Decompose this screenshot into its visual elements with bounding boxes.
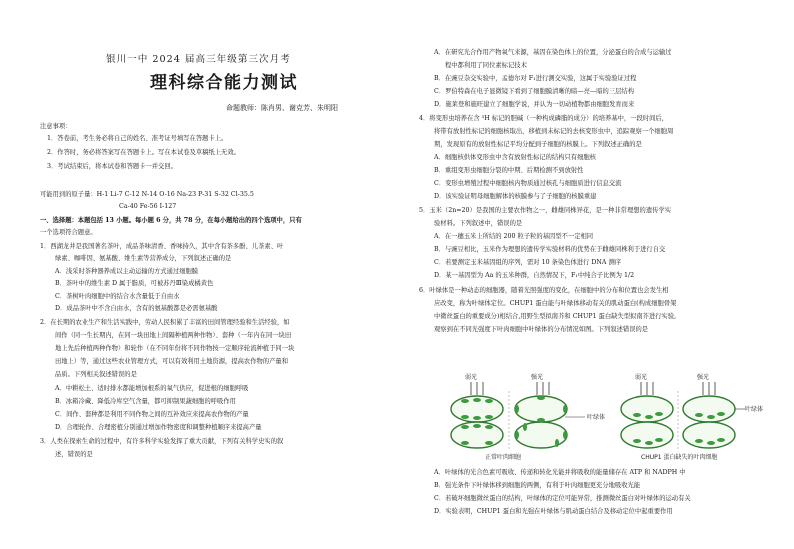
q2-option-a: A．中耕松土、适时排水都能增加根系的氧气供应，促进根的细胞呼吸 — [55, 385, 249, 392]
q2-option-c: C．间作、套种都是利用不同作物之间的互补效应来提高农作物的产量 — [55, 411, 249, 418]
q6-stem: 应改变，称为叶绿体定位。CHUP1 蛋白能与叶绿体移动有关的肌动蛋白(构成细胞骨架 — [434, 300, 677, 307]
q2-stem: 品质。下列相关叙述错误的是 — [55, 371, 137, 378]
authors-line: 命题教师：陈肖男、谢克芳、朱明阳 — [226, 104, 338, 112]
q3-option-d: D．施莱登和施旺建立了细胞学说，并认为一切动植物都由细胞发育而来 — [434, 101, 635, 108]
section-heading: 一、选择题：本题包括 13 小题。每小题 6 分，共 78 分，在每小题给出的四个选项中，只有 — [40, 217, 302, 224]
q3-option-a-cont: 程中都利用了同位素标记技术 — [445, 62, 527, 69]
q5-option-d: D．某一基因型为 Aa 的玉米种群，自然情况下，F₁中纯合子比例为 1/2 — [434, 272, 635, 279]
q6-option-b: B．强光条件下叶绿体移到细胞的两侧，有利于叶肉细胞更充分地吸收光能 — [434, 482, 641, 489]
q1-stem: 绿素、咖啡因、氨基酸、维生素等营养成分，下列叙述正确的是 — [55, 255, 232, 262]
q5-stem: 验材料。下列叙述中，错误的是 — [434, 220, 523, 227]
q4-option-a: A．细胞核供体变形虫中含有放射性标记的结构只有细胞核 — [434, 154, 596, 161]
strong-light-label-right: 强光 — [697, 374, 710, 381]
page-title: 理科综合能力测试 — [150, 73, 298, 93]
atomic-masses-cont: Ca-40 Fe-56 I-127 — [119, 203, 177, 210]
right-column — [397, 0, 794, 549]
q3-option-c: C．罗伯特森在电子显微镜下看到了细胞膜清晰的暗—亮—暗的三层结构 — [434, 88, 635, 95]
caption-deficient: CHUP1 蛋白缺失的叶肉细胞 — [641, 454, 718, 461]
school-header: 银川一中 2024 届高三年级第三次月考 — [106, 54, 291, 65]
notice-heading: 注意事项： — [40, 123, 72, 130]
section-heading-cont: 一个选项符合题意。 — [40, 229, 97, 236]
q1-option-b: B．茶叶中的维生素 D 属于脂质，可被苏丹Ⅲ染成橘黄色 — [55, 280, 214, 287]
q2-option-b: B．冰箱冷藏、降低冷库空气含量，都可抑制果蔬细胞的呼吸作用 — [55, 398, 236, 405]
q4-stem: 4．将变形虫培养在含 ³H 标记的胆碱（一种构成磷脂的成分）的培养基中，一段时间后， — [419, 115, 669, 122]
light-arrows — [471, 382, 715, 395]
q5-option-c: C．若要测定玉米基因组的序列，需对 10 条染色体进行 DNA 测序 — [434, 259, 622, 266]
atomic-masses: 可能用到的原子量：H-1 Li-7 C-12 N-14 O-16 Na-23 P-31 S-32 Cl-35.5 — [40, 191, 254, 198]
chloroplast-label-left: 叶绿体 — [587, 414, 606, 421]
notice-item: 1．答卷前，考生务必将自己的姓名、准考证号填写在答题卡上。 — [47, 135, 228, 142]
q1-option-d: D．成品茶叶中不含自由水，含有的氨基酸都是必需氨基酸 — [55, 305, 218, 312]
strong-light-label-left: 强光 — [531, 374, 544, 381]
chloroplast-label-right: 叶绿体 — [745, 406, 764, 413]
weak-light-label-right: 弱光 — [635, 374, 648, 381]
caption-normal: 正常叶肉细胞 — [485, 454, 522, 461]
q4-option-d: D．该实验证明母细胞解体的核膜参与了子细胞的核膜重建 — [434, 193, 597, 200]
q2-stem: 地上先后种植两种作物）和轮作（在不同年份将不同作物按一定顺序轮流种植于同一块 — [55, 345, 295, 352]
q6-stem: 中微丝蛋白的重要成分)相结合,用野生型拟南芥和 CHUP1 蛋白缺失型拟南芥进行实验, — [434, 313, 677, 320]
notice-item: 3．考试结束后，将本试卷和答题卡一并交回。 — [47, 163, 177, 170]
chloroplast-diagram — [445, 371, 765, 461]
q1-option-a: A．浅采时茶种器养成以主动运输的方式通过细胞膜 — [55, 268, 199, 275]
q2-option-d: D．合理轮作、合理密植分别通过增加作物密度和调整种植顺序来提高产量 — [55, 424, 262, 431]
q4-stem: 将带有放射性标记的细胞核取出，移植到未标记的去核变形虫中，追踪观察一个细胞周 — [434, 128, 674, 135]
q6-stem: 6．叶绿体是一种动态的细胞器，随着光照强度的变化，在细胞中的分布和位置也会发生相 — [419, 287, 669, 294]
notice-item: 2．作答时，务必将答案写在答题卡上。写在本试卷及草稿纸上无效。 — [47, 149, 240, 156]
q5-stem: 5．玉米（2n=20）是我国的主要农作物之一，雌雄同株异花，是一种非常理想的遗传学实 — [419, 207, 672, 214]
q5-option-b: B．与豌豆相比，玉米作为理想的遗传学实验材料的优势在于雌雄同株利于进行自交 — [434, 246, 666, 253]
q4-option-c: C．变形虫增殖过程中细胞核内物质通过核孔与细胞质进行信息交流 — [434, 180, 622, 187]
weak-light-label-left: 弱光 — [465, 374, 478, 381]
q2-stem: 2．在长期的农业生产和生活实践中，劳动人民积累了丰富的田间管理经验和生活经验，如 — [40, 319, 290, 326]
q6-stem: 观察到在不同光强度下叶肉细胞中叶绿体的分布情况如图。下列叙述错误的是 — [434, 326, 649, 333]
q1-stem: 1．西湖龙井是我国著名茶叶，成品茶味清香、香味持久，其中含有茶多酚、儿茶素、叶 — [40, 243, 284, 250]
q2-stem: 田地上）等，通过这些农业管理方式，可以有效利用土地资源，提高农作物的产量和 — [55, 358, 288, 365]
q2-stem: 间作（同一生长期内，在同一块田地上间隔种植两种作物）、套种（一年内在同一块田 — [55, 332, 292, 339]
q5-option-a: A．在一穗玉米上所结的 200 粒子粒的基因型不一定相同 — [434, 233, 594, 240]
q4-option-b: B．重组变形虫细胞分裂的中期、后期检测不到放射性 — [434, 167, 584, 174]
q3-stem: 述，错误的是 — [55, 451, 93, 458]
chloroplast-figure — [445, 371, 765, 461]
q3-option-a: A．在研究光合作用产物氧气来源，基因在染色体上的位置，分泌蛋白的合成与运输过 — [434, 49, 672, 56]
q3-option-b: B．在豌豆杂交实验中，孟德尔对 F₁进行测交实验，这属于实验验证过程 — [434, 75, 637, 82]
q6-option-d: D．实验表明，CHUP1 蛋白和光强在叶绿体与肌动蛋白结合及移动定位中起重要作用 — [434, 508, 673, 515]
q4-stem: 期，发现原有的放射性标记平均分配到子细胞的核膜上。下列叙述正确的是 — [434, 141, 642, 148]
q3-stem: 3．人类在探索生命的过程中，有许多科学实验发挥了重大贡献，下列有关科学史实的叙 — [40, 438, 284, 445]
q6-option-a: A．叶绿体的光合色素可吸收、传递和转化光能并将吸收的能量储存在 ATP 和 NADPH 中 — [434, 469, 686, 476]
q1-option-c: C．茶树叶肉细胞中的结合水含量低于自由水 — [55, 293, 180, 300]
q6-option-c: C．若破坏细胞微丝蛋白的结构，叶绿体的定位可能异常，推测微丝蛋白对叶绿体的运动有关 — [434, 495, 691, 502]
